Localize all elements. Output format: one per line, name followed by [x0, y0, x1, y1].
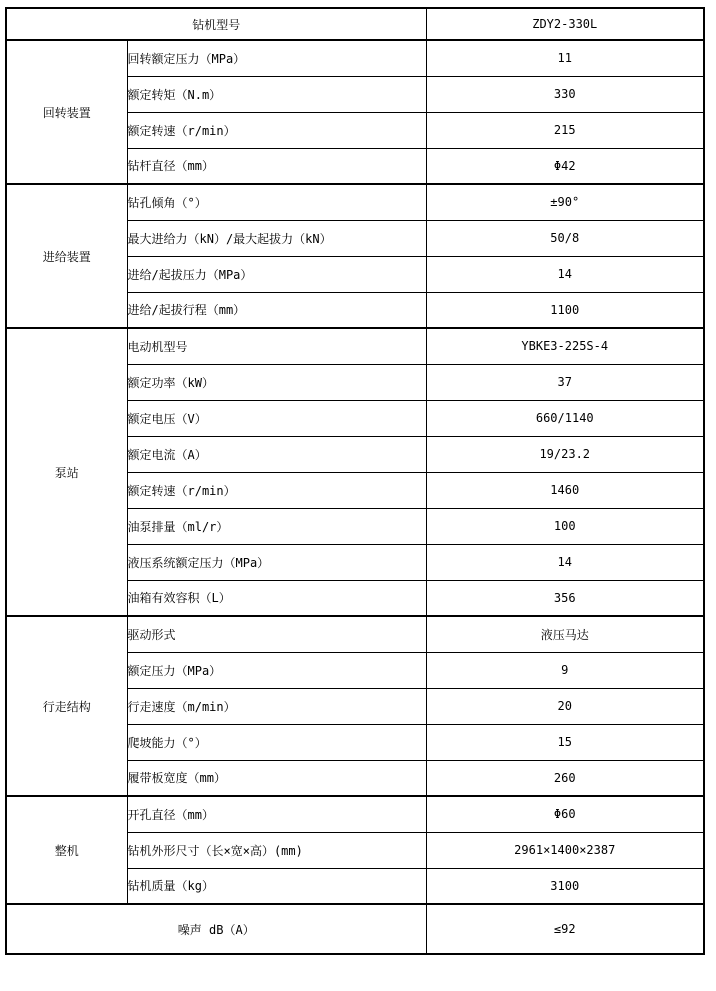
param-label-cell: 钻孔倾角（°）: [127, 184, 426, 220]
param-label-cell: 进给/起拔压力（MPa）: [127, 256, 426, 292]
param-label-cell: 回转额定压力（MPa）: [127, 40, 426, 76]
model-label-cell: 钻机型号: [6, 8, 426, 40]
param-label-cell: 额定功率（kW）: [127, 364, 426, 400]
param-value-cell: 660/1140: [426, 400, 704, 436]
table-row: [6, 616, 704, 652]
param-value-cell: 14: [426, 256, 704, 292]
param-value-cell: 19/23.2: [426, 436, 704, 472]
table-header-row: [6, 8, 704, 40]
param-label-cell: 额定转速（r/min）: [127, 472, 426, 508]
section-cell-rotary-unit: 回转装置: [6, 40, 127, 184]
param-value-cell: 50/8: [426, 220, 704, 256]
param-label-cell: 钻机质量（kg）: [127, 868, 426, 904]
param-value-cell: ±90°: [426, 184, 704, 220]
table-row: [6, 328, 704, 364]
param-value-cell: 260: [426, 760, 704, 796]
table-row: [6, 184, 704, 220]
param-value-cell: 1100: [426, 292, 704, 328]
param-label-cell: 油箱有效容积（L）: [127, 580, 426, 616]
table-footer-row: [6, 904, 704, 954]
param-value-cell: 20: [426, 688, 704, 724]
noise-value-cell: ≤92: [426, 904, 704, 954]
param-label-cell: 爬坡能力（°）: [127, 724, 426, 760]
param-label-cell: 液压系统额定压力（MPa）: [127, 544, 426, 580]
param-value-cell: 3100: [426, 868, 704, 904]
table-row: [6, 796, 704, 832]
param-value-cell: 14: [426, 544, 704, 580]
param-label-cell: 额定电压（V）: [127, 400, 426, 436]
param-label-cell: 额定电流（A）: [127, 436, 426, 472]
param-value-cell: 330: [426, 76, 704, 112]
section-cell-travel-structure: 行走结构: [6, 616, 127, 796]
param-value-cell: 9: [426, 652, 704, 688]
param-value-cell: Φ42: [426, 148, 704, 184]
section-cell-complete-machine: 整机: [6, 796, 127, 904]
section-cell-feed-unit: 进给装置: [6, 184, 127, 328]
param-label-cell: 额定转速（r/min）: [127, 112, 426, 148]
param-label-cell: 油泵排量（ml/r）: [127, 508, 426, 544]
param-value-cell: YBKE3-225S-4: [426, 328, 704, 364]
table-row: [6, 40, 704, 76]
param-value-cell: 11: [426, 40, 704, 76]
param-label-cell: 履带板宽度（mm）: [127, 760, 426, 796]
param-label-cell: 开孔直径（mm）: [127, 796, 426, 832]
drill-spec-table: [5, 7, 705, 955]
param-value-cell: Φ60: [426, 796, 704, 832]
param-value-cell: 15: [426, 724, 704, 760]
param-label-cell: 电动机型号: [127, 328, 426, 364]
param-label-cell: 钻杆直径（mm）: [127, 148, 426, 184]
param-label-cell: 钻机外形尺寸（长×宽×高）(mm): [127, 832, 426, 868]
param-value-cell: 37: [426, 364, 704, 400]
param-label-cell: 额定压力（MPa）: [127, 652, 426, 688]
param-label-cell: 额定转矩（N.m）: [127, 76, 426, 112]
param-label-cell: 驱动形式: [127, 616, 426, 652]
param-value-cell: 液压马达: [426, 616, 704, 652]
model-value-cell: ZDY2-330L: [426, 8, 704, 40]
param-label-cell: 最大进给力（kN）/最大起拔力（kN）: [127, 220, 426, 256]
section-cell-pump-station: 泵站: [6, 328, 127, 616]
param-label-cell: 进给/起拔行程（mm）: [127, 292, 426, 328]
param-value-cell: 215: [426, 112, 704, 148]
param-value-cell: 356: [426, 580, 704, 616]
param-value-cell: 2961×1400×2387: [426, 832, 704, 868]
param-value-cell: 100: [426, 508, 704, 544]
param-label-cell: 行走速度（m/min）: [127, 688, 426, 724]
param-value-cell: 1460: [426, 472, 704, 508]
noise-label-cell: 噪声 dB（A）: [6, 904, 426, 954]
